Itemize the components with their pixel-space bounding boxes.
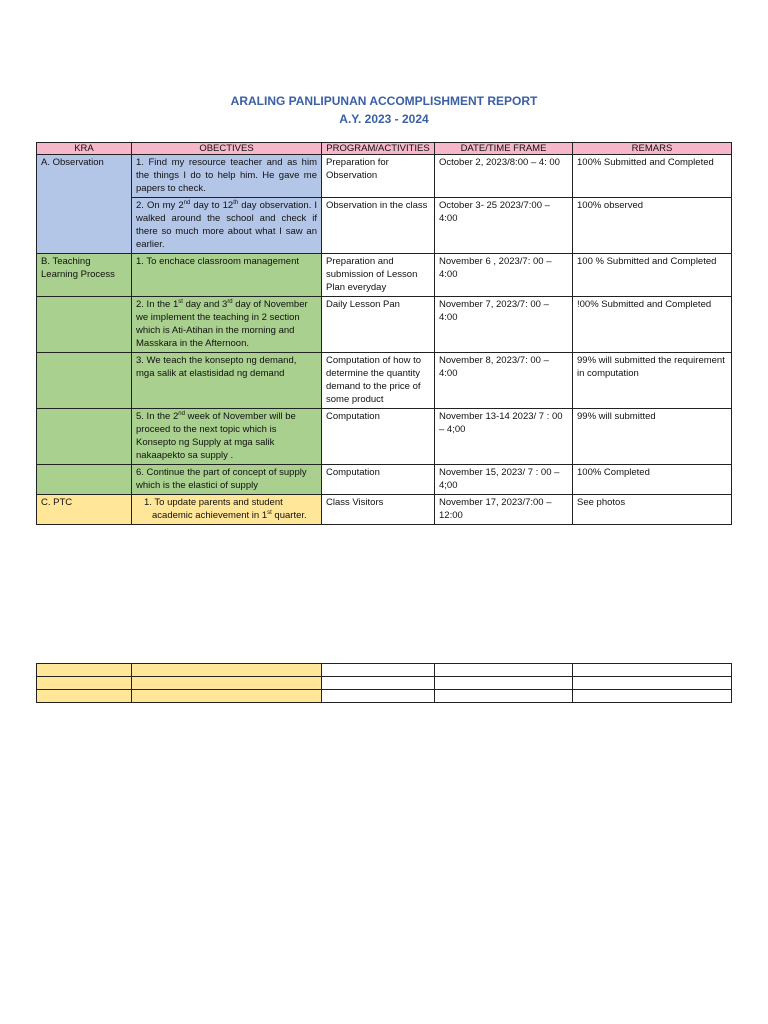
remarks-cell: See photos bbox=[573, 495, 732, 525]
date-cell: November 13-14 2023/ 7 : 00 – 4;00 bbox=[435, 409, 573, 465]
kra-empty bbox=[37, 297, 132, 353]
blank-cell bbox=[322, 664, 435, 677]
remarks-cell: 100% Submitted and Completed bbox=[573, 155, 732, 198]
blank-row bbox=[37, 664, 732, 677]
kra-ptc: C. PTC bbox=[37, 495, 132, 525]
table-row bbox=[37, 155, 732, 198]
remarks-cell: 99% will submitted bbox=[573, 409, 732, 465]
column-header-objectives: OBECTIVES bbox=[132, 143, 322, 155]
table-row bbox=[37, 198, 732, 254]
blank-cell bbox=[322, 677, 435, 690]
program-cell: Computation of how to determine the quantity demand to the price of some product bbox=[322, 353, 435, 409]
blank-cell bbox=[435, 664, 573, 677]
date-cell: October 2, 2023/8:00 – 4: 00 bbox=[435, 155, 573, 198]
date-cell: November 17, 2023/7:00 – 12:00 bbox=[435, 495, 573, 525]
kra-teaching: B. Teaching Learning Process bbox=[37, 254, 132, 297]
objective-cell: 2. In the 1st day and 3rd day of November we implement the teaching in 2 section which is Ati-Atihan in the morning and Masskara in the Afternoon. bbox=[132, 297, 322, 353]
date-cell: November 6 , 2023/7: 00 – 4:00 bbox=[435, 254, 573, 297]
date-cell: November 15, 2023/ 7 : 00 – 4;00 bbox=[435, 465, 573, 495]
blank-cell bbox=[573, 664, 732, 677]
blank-cell bbox=[132, 690, 322, 703]
program-cell: Computation bbox=[322, 409, 435, 465]
table-row bbox=[37, 297, 732, 353]
column-header-date: DATE/TIME FRAME bbox=[435, 143, 573, 155]
objective-cell: 1. To update parents and student academic achievement in 1st quarter. bbox=[132, 495, 322, 525]
blank-cell bbox=[37, 690, 132, 703]
table-row bbox=[37, 409, 732, 465]
objective-cell: 1. Find my resource teacher and as him the things I do to help him. He gave me papers to check. bbox=[132, 155, 322, 198]
remarks-cell: 99% will submitted the requirement in computation bbox=[573, 353, 732, 409]
program-cell: Preparation for Observation bbox=[322, 155, 435, 198]
date-cell: October 3- 25 2023/7:00 – 4:00 bbox=[435, 198, 573, 254]
remarks-cell: !00% Submitted and Completed bbox=[573, 297, 732, 353]
program-cell: Class Visitors bbox=[322, 495, 435, 525]
kra-empty bbox=[37, 409, 132, 465]
table-header-row bbox=[37, 143, 732, 155]
blank-cell bbox=[435, 677, 573, 690]
kra-empty bbox=[37, 465, 132, 495]
date-cell: November 7, 2023/7: 00 – 4:00 bbox=[435, 297, 573, 353]
accomplishment-table bbox=[36, 142, 732, 525]
blank-cell bbox=[132, 664, 322, 677]
remarks-cell: 100% Completed bbox=[573, 465, 732, 495]
blank-cell bbox=[573, 677, 732, 690]
blank-table bbox=[36, 663, 732, 703]
objective-cell: 3. We teach the konsepto ng demand, mga salik at elastisidad ng demand bbox=[132, 353, 322, 409]
blank-row bbox=[37, 690, 732, 703]
blank-cell bbox=[322, 690, 435, 703]
program-cell: Observation in the class bbox=[322, 198, 435, 254]
program-cell: Daily Lesson Pan bbox=[322, 297, 435, 353]
table-row bbox=[37, 254, 732, 297]
blank-cell bbox=[573, 690, 732, 703]
column-header-remarks: REMARS bbox=[573, 143, 732, 155]
remarks-cell: 100 % Submitted and Completed bbox=[573, 254, 732, 297]
blank-cell bbox=[37, 677, 132, 690]
remarks-cell: 100% observed bbox=[573, 198, 732, 254]
objective-cell: 6. Continue the part of concept of supply which is the elastici of supply bbox=[132, 465, 322, 495]
program-cell: Computation bbox=[322, 465, 435, 495]
report-subtitle: A.Y. 2023 - 2024 bbox=[339, 112, 429, 126]
blank-cell bbox=[435, 690, 573, 703]
objective-cell: 5. In the 2nd week of November will be proceed to the next topic which is Konsepto ng Supply at mga salik nakaapekto sa supply . bbox=[132, 409, 322, 465]
date-cell: November 8, 2023/7: 00 – 4:00 bbox=[435, 353, 573, 409]
table-row bbox=[37, 495, 732, 525]
kra-empty bbox=[37, 353, 132, 409]
kra-observation: A. Observation bbox=[37, 155, 132, 254]
table-row bbox=[37, 465, 732, 495]
table-row bbox=[37, 353, 732, 409]
program-cell: Preparation and submission of Lesson Plan everyday bbox=[322, 254, 435, 297]
blank-cell bbox=[37, 664, 132, 677]
objective-cell: 1. To enchace classroom management bbox=[132, 254, 322, 297]
report-title: ARALING PANLIPUNAN ACCOMPLISHMENT REPORT bbox=[230, 94, 538, 108]
blank-cell bbox=[132, 677, 322, 690]
objective-cell: 2. On my 2nd day to 12th day observation. I walked around the school and check if there so much more about what I saw an earlier. bbox=[132, 198, 322, 254]
column-header-kra: KRA bbox=[37, 143, 132, 155]
column-header-program: PROGRAM/ACTIVITIES bbox=[322, 143, 435, 155]
blank-row bbox=[37, 677, 732, 690]
